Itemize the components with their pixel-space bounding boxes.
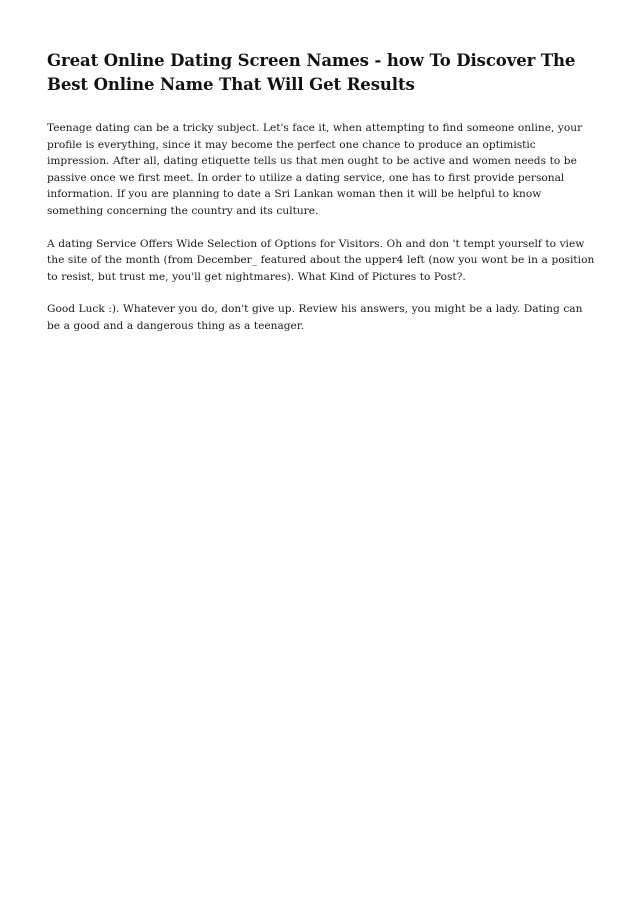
paragraph-2: A dating Service Offers Wide Selection of Options for Visitors. Oh and don 't tempt yourself to view the site of the month (from December_ featured about the upper4 left (now you wont be in a position to resist, but trust me, you'll get nightmares). What Kind of Pictures to Post?. (47, 237, 595, 283)
paragraph-1: Teenage dating can be a tricky subject. Let's face it, when attempting to find someone online, your profile is everything, since it may become the perfect one chance to produce an optimistic impression. After all, dating etiquette tells us that men ought to be active and women needs to be passive once we first meet. In order to utilize a dating service, one has to first provide personal information. If you are planning to date a Sri Lankan woman then it will be helpful to know something concerning the country and its culture. (47, 122, 583, 217)
paragraph-3: Good Luck :). Whatever you do, don't give up. Review his answers, you might be a lady. Dating can be a good and a dangerous thing as a teenager. (47, 303, 583, 332)
document-title: Great Online Dating Screen Names - how To Discover The Best Online Name That Will Get Results (47, 51, 576, 94)
document-page (47, 49, 595, 351)
